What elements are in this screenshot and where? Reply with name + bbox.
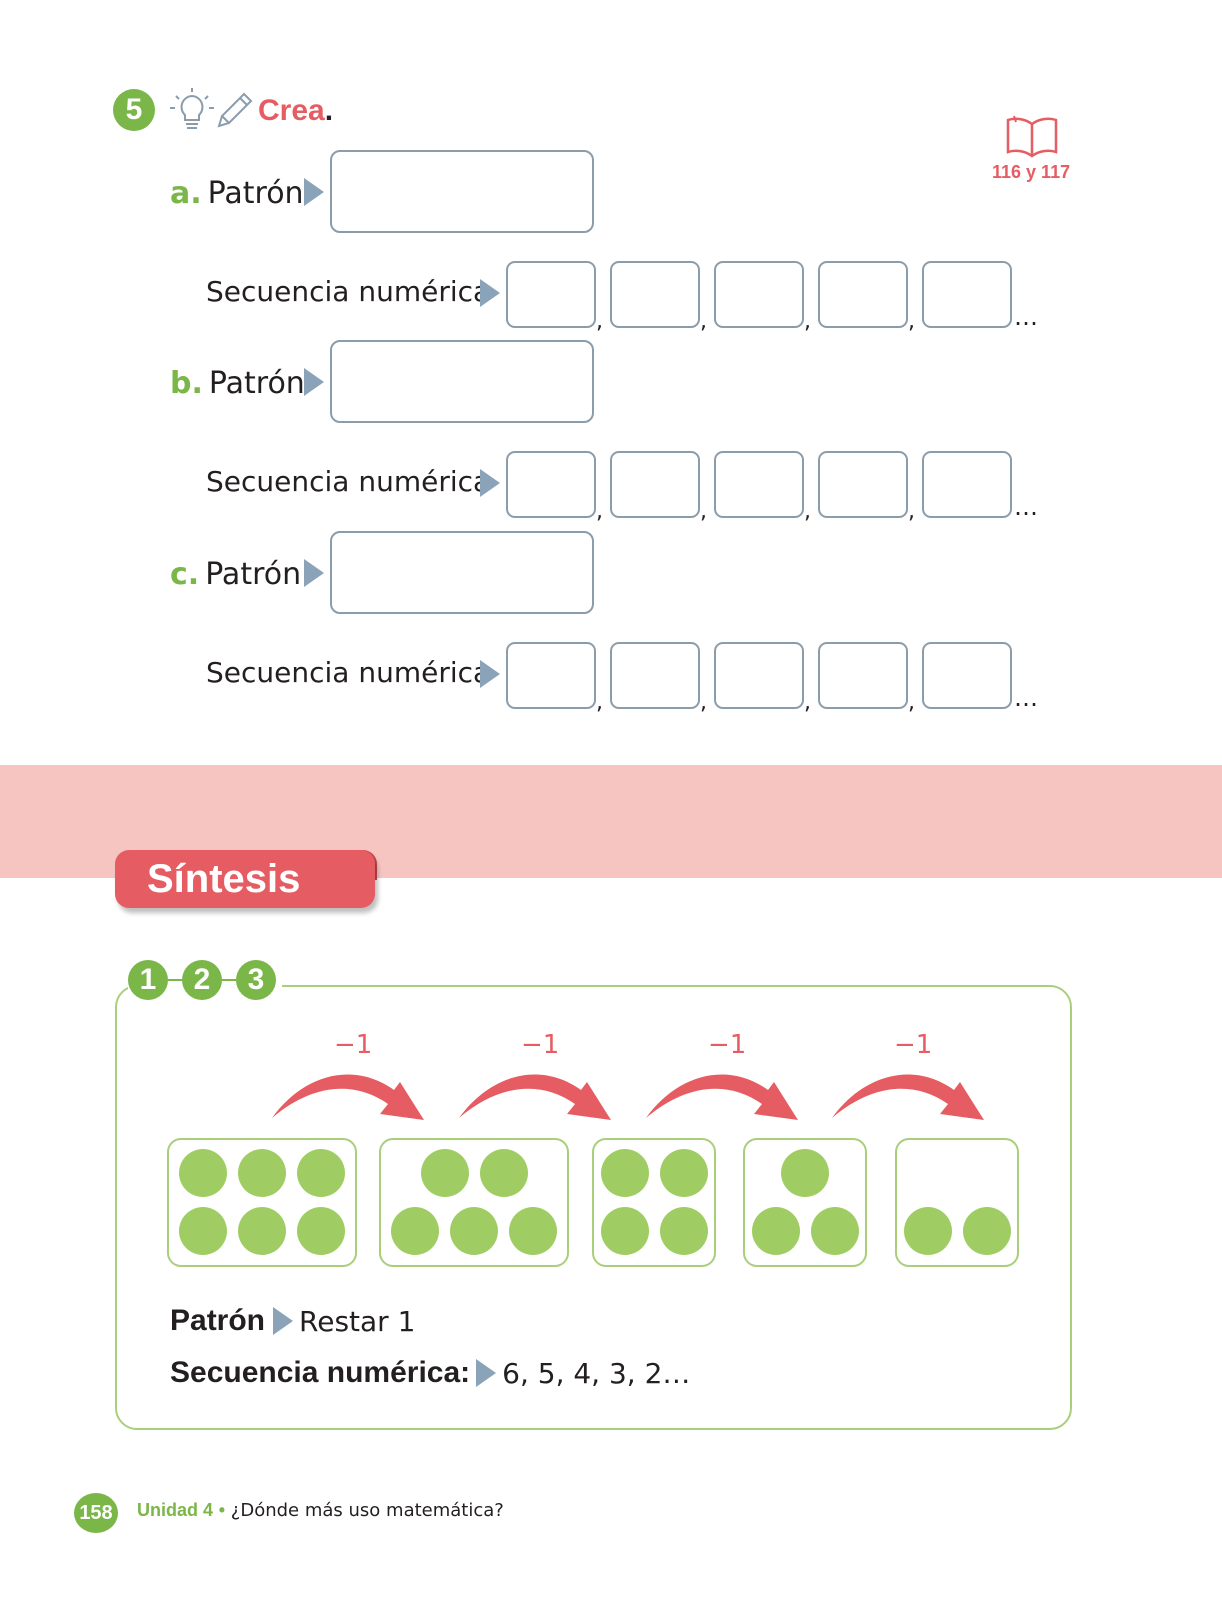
counter-dot: [238, 1149, 286, 1197]
counter-dot: [963, 1207, 1011, 1255]
synthesis-badge-3: 3: [236, 960, 276, 1000]
sequence-comma: ,: [908, 499, 915, 524]
sequence-input-box[interactable]: [714, 451, 804, 518]
synthesis-sequence-value: 6, 5, 4, 3, 2…: [502, 1356, 691, 1390]
counter-dot: [601, 1149, 649, 1197]
dot-group-box: [592, 1138, 716, 1267]
dot-group-box: [895, 1138, 1019, 1267]
counter-dot: [480, 1149, 528, 1197]
activity-number-badge: [113, 89, 155, 131]
arrow-right-icon: [304, 559, 324, 587]
sequence-input-box[interactable]: [610, 642, 700, 709]
counter-dot: [297, 1207, 345, 1255]
counter-dot: [238, 1207, 286, 1255]
sequence-label: Secuencia numérica: [206, 656, 491, 689]
page-number: 158: [79, 1501, 113, 1524]
counter-dot: [660, 1207, 708, 1255]
sequence-input-box[interactable]: [506, 451, 596, 518]
synthesis-pattern-line: [170, 1304, 415, 1338]
sequence-comma: ,: [700, 690, 707, 715]
sequence-input-box[interactable]: [818, 451, 908, 518]
sequence-input-box[interactable]: [922, 642, 1012, 709]
footer-bullet: •: [218, 1500, 226, 1520]
synthesis-badge-2: 2: [182, 960, 222, 1000]
synthesis-tab: [115, 850, 375, 908]
sequence-comma: ,: [596, 690, 603, 715]
pattern-label-text: Patrón: [205, 557, 302, 592]
arrow-right-icon: [476, 1359, 496, 1387]
dot-group-box: [743, 1138, 867, 1267]
counter-dot: [450, 1207, 498, 1255]
counter-dot: [421, 1149, 469, 1197]
sequence-input-box[interactable]: [818, 642, 908, 709]
sequence-input-box[interactable]: [610, 451, 700, 518]
sequence-input-box[interactable]: [714, 261, 804, 328]
dot-group-box: [379, 1138, 569, 1267]
footer-unit-title: ¿Dónde más uso matemática?: [230, 1500, 504, 1521]
counter-dot: [297, 1149, 345, 1197]
sequence-ellipsis: …: [1014, 303, 1040, 331]
synthesis-pattern-value: Restar 1: [299, 1304, 416, 1338]
sequence-comma: ,: [700, 309, 707, 334]
step-label: −1: [334, 1030, 373, 1060]
counter-dot: [509, 1207, 557, 1255]
activity-title: [258, 94, 333, 128]
pattern-label: [170, 366, 305, 401]
synthesis-badges: [128, 960, 282, 1000]
pattern-input-box[interactable]: [330, 340, 594, 423]
arrow-right-icon: [480, 279, 500, 307]
synthesis-sequence-label: Secuencia numérica:: [170, 1356, 471, 1389]
counter-dot: [179, 1207, 227, 1255]
sequence-comma: ,: [804, 499, 811, 524]
item-letter: b.: [170, 366, 203, 401]
counter-dot: [391, 1207, 439, 1255]
pattern-input-box[interactable]: [330, 531, 594, 614]
page-number-badge: [74, 1493, 118, 1533]
arrow-right-icon: [273, 1307, 293, 1335]
counter-dot: [660, 1149, 708, 1197]
sequence-comma: ,: [700, 499, 707, 524]
activity-title-text: Crea: [258, 94, 325, 127]
sequence-ellipsis: …: [1014, 493, 1040, 521]
synthesis-sequence-line: [170, 1356, 690, 1390]
counter-dot: [179, 1149, 227, 1197]
badge-connector: [168, 979, 182, 981]
sequence-comma: ,: [596, 499, 603, 524]
minus-one-arrow-icon: [272, 1058, 428, 1122]
counter-dot: [781, 1149, 829, 1197]
synthesis-pattern-label: Patrón: [170, 1304, 266, 1337]
sequence-comma: ,: [596, 309, 603, 334]
sequence-comma: ,: [908, 309, 915, 334]
pattern-label-text: Patrón: [207, 176, 304, 211]
pencil-icon: [214, 91, 254, 131]
sequence-input-box[interactable]: [610, 261, 700, 328]
arrow-right-icon: [480, 660, 500, 688]
book-page-reference: 116 y 117: [992, 162, 1071, 182]
pattern-label: [170, 176, 304, 211]
open-book-icon: [1004, 112, 1060, 160]
counter-dot: [752, 1207, 800, 1255]
synthesis-title: Síntesis: [147, 856, 301, 901]
counter-dot: [904, 1207, 952, 1255]
dot-group-box: [167, 1138, 357, 1267]
activity-title-period: .: [324, 94, 334, 127]
counter-dot: [601, 1207, 649, 1255]
pattern-label-text: Patrón: [208, 366, 305, 401]
sequence-input-box[interactable]: [714, 642, 804, 709]
item-letter: c.: [170, 557, 200, 592]
step-label: −1: [894, 1030, 933, 1060]
pattern-label: [170, 557, 301, 592]
step-label: −1: [521, 1030, 560, 1060]
footer-unit: Unidad 4: [137, 1500, 214, 1520]
sequence-ellipsis: …: [1014, 684, 1040, 712]
sequence-comma: ,: [804, 309, 811, 334]
item-letter: a.: [170, 176, 202, 211]
badge-connector: [222, 979, 236, 981]
sequence-input-box[interactable]: [506, 642, 596, 709]
arrow-right-icon: [480, 469, 500, 497]
counter-dot: [811, 1207, 859, 1255]
sequence-label: Secuencia numérica: [206, 465, 491, 498]
lightbulb-icon: [168, 88, 216, 132]
arrow-right-icon: [304, 178, 324, 206]
synthesis-badge-1: 1: [128, 960, 168, 1000]
sequence-comma: ,: [908, 690, 915, 715]
sequence-input-box[interactable]: [506, 261, 596, 328]
minus-one-arrow-icon: [646, 1058, 802, 1122]
sequence-input-box[interactable]: [922, 261, 1012, 328]
arrow-right-icon: [304, 368, 324, 396]
minus-one-arrow-icon: [832, 1058, 988, 1122]
step-label: −1: [708, 1030, 747, 1060]
pattern-input-box[interactable]: [330, 150, 594, 233]
footer-text: [137, 1500, 504, 1521]
sequence-input-box[interactable]: [818, 261, 908, 328]
sequence-comma: ,: [804, 690, 811, 715]
sequence-input-box[interactable]: [922, 451, 1012, 518]
activity-number: 5: [125, 93, 143, 126]
minus-one-arrow-icon: [459, 1058, 615, 1122]
sequence-label: Secuencia numérica: [206, 275, 491, 308]
